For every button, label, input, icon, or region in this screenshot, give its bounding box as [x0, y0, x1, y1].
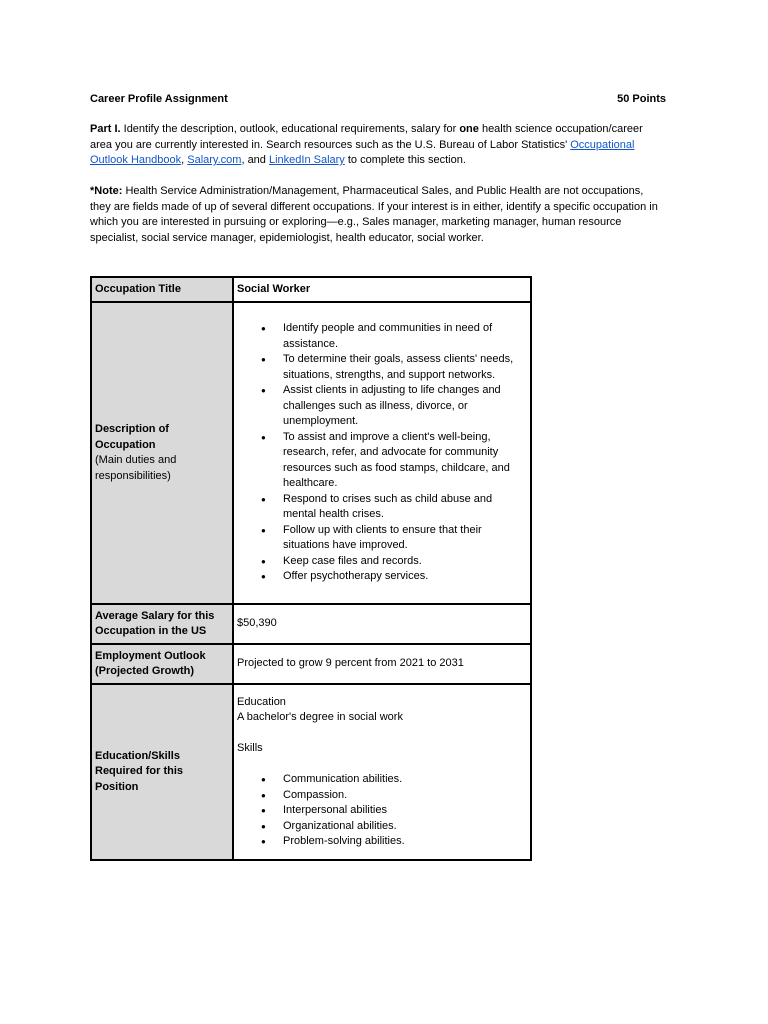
description-label-cell	[91, 302, 233, 604]
skills-list	[237, 772, 527, 850]
description-row	[91, 302, 531, 604]
skills-heading: Skills	[237, 742, 263, 754]
description-label: Description of Occupation	[95, 423, 169, 451]
education-value-cell	[233, 684, 531, 860]
part1-text-c: to complete this section.	[344, 154, 466, 166]
description-list	[237, 321, 527, 585]
part1-lead: Part I.	[90, 123, 121, 135]
list-item: ● To assist and improve a client's well-being, research, refer, and advocate for community resources such as food stamps, childcare, and healthcare.	[283, 430, 527, 492]
salary-row	[91, 604, 531, 644]
list-item: ● Interpersonal abilities	[283, 803, 527, 819]
occupation-title-value: Social Worker	[233, 277, 531, 302]
spacer	[237, 757, 527, 773]
spacer	[237, 726, 527, 742]
list-item: ● Communication abilities.	[283, 772, 527, 788]
part1-text-b: health science occupation/career area you are currently interested in. Search resources such as the U.S. Bureau of Labor Statistics'	[90, 123, 643, 151]
list-item: ● Identify people and communities in need of assistance.	[283, 321, 527, 352]
part1-sep1: ,	[181, 154, 188, 166]
assignment-header	[90, 92, 666, 108]
list-item: ● Assist clients in adjusting to life changes and challenges such as illness, divorce, or unemployment.	[283, 383, 527, 430]
salary-label: Average Salary for this Occupation in the US	[91, 604, 233, 644]
part1-text-a: Identify the description, outlook, educational requirements, salary for	[120, 123, 460, 135]
part1-bold-word: one	[459, 123, 479, 135]
occupation-title-label: Occupation Title	[91, 277, 233, 302]
list-item: ● Compassion.	[283, 788, 527, 804]
part1-sep2: , and	[241, 154, 269, 166]
list-item: ● Organizational abilities.	[283, 819, 527, 835]
part1-instructions	[90, 122, 662, 169]
assignment-title: Career Profile Assignment	[90, 93, 228, 105]
outlook-row	[91, 644, 531, 684]
points-label: 50 Points	[617, 93, 666, 105]
education-heading: Education	[237, 695, 286, 708]
list-item: ● Offer psychotherapy services.	[283, 569, 527, 585]
list-item: ● Problem-solving abilities.	[283, 834, 527, 850]
occupation-row	[91, 277, 531, 302]
list-item: ● Follow up with clients to ensure that their situations have improved.	[283, 523, 527, 554]
education-value: A bachelor's degree in social work	[237, 711, 403, 723]
outlook-label: Employment Outlook (Projected Growth)	[91, 644, 233, 684]
outlook-value: Projected to grow 9 percent from 2021 to 2031	[233, 644, 531, 684]
salary-value: $50,390	[233, 604, 531, 644]
note-text: Health Service Administration/Management, Pharmaceutical Sales, and Public Health are not occupations, they are fields made of up of several different occupations. If your interest is in either, identify a specific occupation in which you are interested in pursuing or exploring—e.g., Sales manager, marketing manager, human resource specialist, social service manager, epidemiologist, health educator, social worker.	[90, 185, 658, 244]
note-paragraph	[90, 184, 662, 246]
career-profile-table	[90, 276, 532, 861]
description-value-cell	[233, 302, 531, 604]
description-sublabel: (Main duties and responsibilities)	[95, 454, 177, 482]
occupational-outlook-handbook-link[interactable]: Occupational Outlook Handbook	[90, 138, 635, 166]
education-row	[91, 684, 531, 860]
linkedin-salary-link[interactable]: LinkedIn Salary	[268, 154, 345, 166]
list-item: ● Keep case files and records.	[283, 554, 527, 570]
education-label: Education/Skills Required for this Position	[91, 684, 233, 860]
list-item: ● Respond to crises such as child abuse and mental health crises.	[283, 492, 527, 523]
note-lead: *Note:	[90, 185, 123, 197]
salary-com-link[interactable]: Salary.com	[187, 154, 242, 166]
list-item: ● To determine their goals, assess clients' needs, situations, strengths, and support networks.	[283, 352, 527, 383]
